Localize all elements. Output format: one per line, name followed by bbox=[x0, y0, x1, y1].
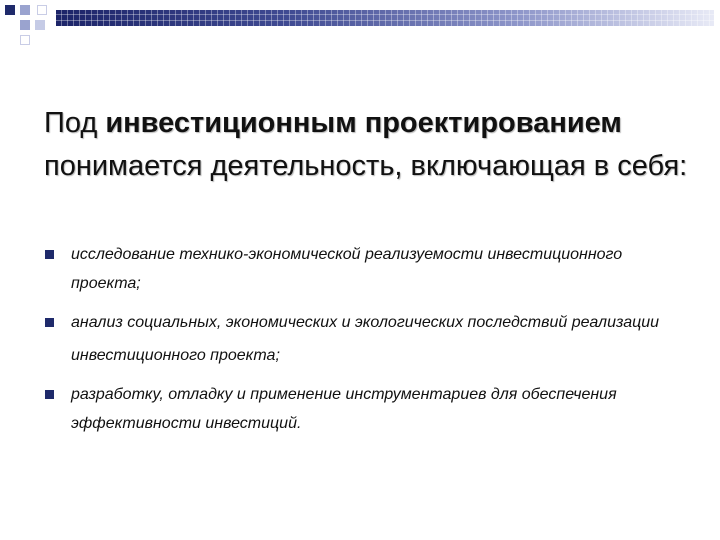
slide-title bbox=[44, 102, 694, 188]
decor-square bbox=[37, 5, 47, 15]
square-bullet-icon bbox=[45, 390, 54, 399]
title-lead: Под bbox=[44, 107, 106, 139]
list-item bbox=[44, 380, 664, 438]
decor-square bbox=[20, 20, 30, 30]
bullet-list bbox=[44, 240, 664, 446]
bullet-text: исследование технико-экономической реализуемости инвестиционного проекта; bbox=[71, 246, 623, 292]
square-bullet-icon bbox=[45, 250, 54, 259]
decor-square bbox=[35, 20, 45, 30]
square-bullet-icon bbox=[45, 318, 54, 327]
bullet-text: разработку, отладку и применение инструментариев для обеспечения эффективности инвестиций. bbox=[71, 386, 617, 432]
list-item bbox=[44, 240, 664, 298]
title-rest: понимается деятельность, включающая в себя: bbox=[44, 150, 688, 182]
decor-square bbox=[5, 5, 15, 15]
bullet-text: анализ социальных, экономических и экологических последствий реализации инвестиционного проекта; bbox=[71, 314, 660, 364]
decor-square bbox=[20, 5, 30, 15]
decor-square bbox=[20, 35, 30, 45]
title-bold-term: инвестиционным проектированием bbox=[105, 107, 622, 139]
header-gradient-band bbox=[56, 10, 714, 26]
list-item bbox=[44, 306, 664, 372]
